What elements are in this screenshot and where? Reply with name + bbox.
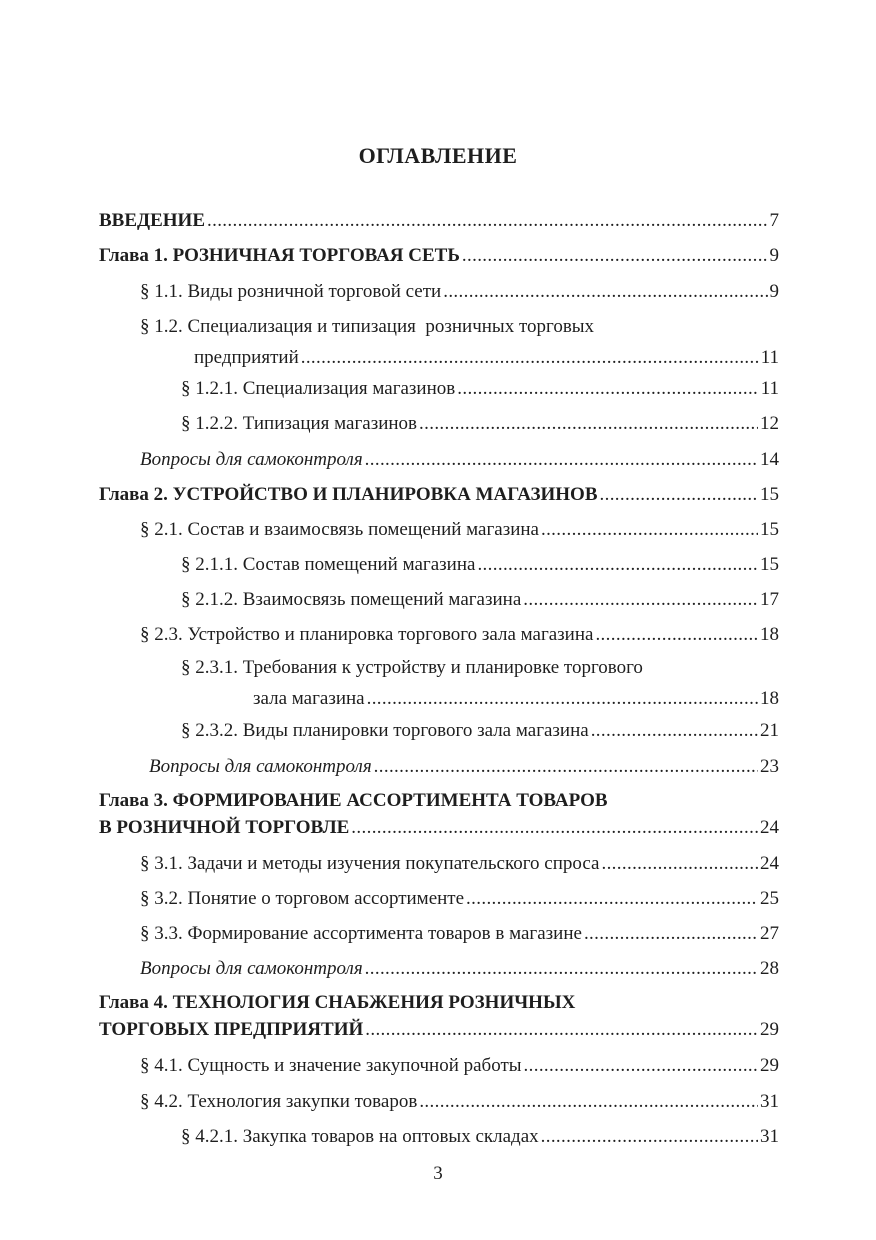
toc-entry-text: § 4.2. Технология закупки товаров [140, 1091, 418, 1112]
toc-page-number: 31 [760, 1126, 779, 1147]
toc-entry-section-2-1[interactable] [140, 517, 779, 543]
toc-page-number: 18 [760, 688, 779, 709]
toc-entry-section-4-1[interactable] [140, 1053, 779, 1079]
toc-leader-dots [419, 411, 758, 437]
toc-entry-section-3-2[interactable] [140, 886, 779, 912]
toc-leader-dots [443, 279, 767, 305]
toc-entry-text-line-1: Глава 4. ТЕХНОЛОГИЯ СНАБЖЕНИЯ РОЗНИЧНЫХ [99, 992, 576, 1013]
toc-entry-text: § 3.1. Задачи и методы изучения покупательского спроса [140, 853, 600, 874]
toc-entry-text: § 2.1.1. Состав помещений магазина [181, 554, 476, 575]
toc-leader-dots [541, 1124, 758, 1150]
toc-leader-dots [595, 622, 758, 648]
toc-entry-text: Вопросы для самоконтроля [140, 958, 363, 979]
toc-entry-text: ВВЕДЕНИЕ [99, 210, 205, 231]
toc-entry-chapter-3[interactable] [99, 788, 779, 841]
toc-entry-introduction[interactable] [99, 208, 779, 234]
toc-entry-section-4-2[interactable] [140, 1089, 779, 1115]
toc-entry-text: § 4.2.1. Закупка товаров на оптовых складах [181, 1126, 539, 1147]
toc-leader-dots [600, 482, 759, 508]
toc-entry-section-2-1-1[interactable] [181, 552, 779, 578]
toc-page-number: 29 [760, 1055, 779, 1076]
toc-page-number: 28 [760, 958, 779, 979]
toc-page-number: 25 [760, 888, 779, 909]
toc-leader-dots [374, 754, 758, 780]
toc-page-number: 15 [760, 484, 779, 505]
toc-entry-section-1-2-2[interactable] [181, 411, 779, 437]
toc-entry-text: § 4.1. Сущность и значение закупочной работы [140, 1055, 522, 1076]
toc-leader-dots [301, 345, 759, 371]
toc-entry-text-line-2: ТОРГОВЫХ ПРЕДПРИЯТИЙ [99, 1019, 364, 1040]
toc-page-number: 9 [769, 245, 779, 266]
toc-entry-section-1-2-1[interactable] [181, 376, 779, 402]
toc-page-number: 11 [760, 378, 779, 399]
toc-entry-section-2-3-1[interactable] [181, 655, 779, 712]
toc-entry-text: Вопросы для самоконтроля [149, 756, 372, 777]
toc-entry-questions-2[interactable] [149, 754, 779, 780]
toc-page-number: 11 [760, 347, 779, 368]
toc-leader-dots [601, 851, 758, 877]
toc-entry-text: § 2.1. Состав и взаимосвязь помещений магазина [140, 519, 539, 540]
toc-entry-section-2-3[interactable] [140, 622, 779, 648]
toc-leader-dots [523, 587, 758, 613]
toc-entry-chapter-1[interactable] [99, 243, 779, 269]
toc-page-number: 18 [760, 624, 779, 645]
toc-entry-section-3-3[interactable] [140, 921, 779, 947]
toc-page-number: 27 [760, 923, 779, 944]
toc-entry-questions-3[interactable] [140, 956, 779, 982]
toc-entry-chapter-2[interactable] [99, 482, 779, 508]
toc-leader-dots [457, 376, 758, 402]
toc-page-number: 9 [769, 281, 779, 302]
toc-entry-text: § 1.1. Виды розничной торговой сети [140, 281, 442, 302]
toc-page-number: 31 [760, 1091, 779, 1112]
toc-leader-dots [207, 208, 768, 234]
toc-entry-text: § 1.2.1. Специализация магазинов [181, 378, 456, 399]
toc-entry-section-4-2-1[interactable] [181, 1124, 779, 1150]
toc-page-number: 23 [760, 756, 779, 777]
toc-page-number: 24 [760, 853, 779, 874]
toc-leader-dots [584, 921, 758, 947]
toc-leader-dots [365, 1017, 758, 1043]
toc-entry-text: § 1.2.2. Типизация магазинов [181, 413, 418, 434]
toc-page-number: 24 [760, 817, 779, 838]
toc-entry-text: Глава 2. УСТРОЙСТВО И ПЛАНИРОВКА МАГАЗИНОВ [99, 484, 598, 505]
toc-page-number: 14 [760, 449, 779, 470]
toc-entry-text: § 2.3. Устройство и планировка торгового зала магазина [140, 624, 594, 645]
toc-page-number: 12 [760, 413, 779, 434]
toc-entry-section-3-1[interactable] [140, 851, 779, 877]
toc-leader-dots [367, 686, 758, 712]
toc-entry-text: § 2.1.2. Взаимосвязь помещений магазина [181, 589, 522, 610]
toc-entry-text-line-2: зала магазина [253, 688, 365, 709]
toc-leader-dots [541, 517, 758, 543]
toc-leader-dots [591, 718, 758, 744]
toc-entry-text-line-2: предприятий [194, 347, 299, 368]
page-title: ОГЛАВЛЕНИЕ [358, 143, 518, 168]
toc-entry-text: § 3.2. Понятие о торговом ассортименте [140, 888, 465, 909]
toc-leader-dots [524, 1053, 758, 1079]
toc-leader-dots [419, 1089, 758, 1115]
toc-leader-dots [351, 815, 758, 841]
toc-entry-text-line-2: В РОЗНИЧНОЙ ТОРГОВЛЕ [99, 817, 350, 838]
toc-entry-questions-1[interactable] [140, 447, 779, 473]
toc-entry-text-line-1: § 2.3.1. Требования к устройству и планировке торгового [181, 657, 643, 678]
toc-page-number: 29 [760, 1019, 779, 1040]
toc-entry-text: Глава 1. РОЗНИЧНАЯ ТОРГОВАЯ СЕТЬ [99, 245, 460, 266]
toc-entry-text: Вопросы для самоконтроля [140, 449, 363, 470]
toc-leader-dots [365, 447, 758, 473]
toc-entry-section-1-1[interactable] [140, 279, 779, 305]
toc-entry-text-line-1: Глава 3. ФОРМИРОВАНИЕ АССОРТИМЕНТА ТОВАРОВ [99, 790, 608, 811]
toc-leader-dots [462, 243, 768, 269]
toc-page-number: 7 [769, 210, 779, 231]
page-number: 3 [433, 1163, 443, 1184]
toc-entry-text: § 3.3. Формирование ассортимента товаров в магазине [140, 923, 582, 944]
toc-entry-text-line-1: § 1.2. Специализация и типизация розничных торговых [140, 316, 595, 337]
toc-leader-dots [466, 886, 758, 912]
toc-entry-section-2-1-2[interactable] [181, 587, 779, 613]
toc-leader-dots [477, 552, 758, 578]
toc-entry-chapter-4[interactable] [99, 990, 779, 1043]
toc-entry-text: § 2.3.2. Виды планировки торгового зала магазина [181, 720, 589, 741]
toc-leader-dots [365, 956, 758, 982]
toc-page-number: 17 [760, 589, 779, 610]
toc-page-number: 21 [760, 720, 779, 741]
toc-entry-section-1-2[interactable] [140, 314, 779, 371]
toc-page-number: 15 [760, 519, 779, 540]
toc-page-number: 15 [760, 554, 779, 575]
toc-entry-section-2-3-2[interactable] [181, 718, 779, 744]
